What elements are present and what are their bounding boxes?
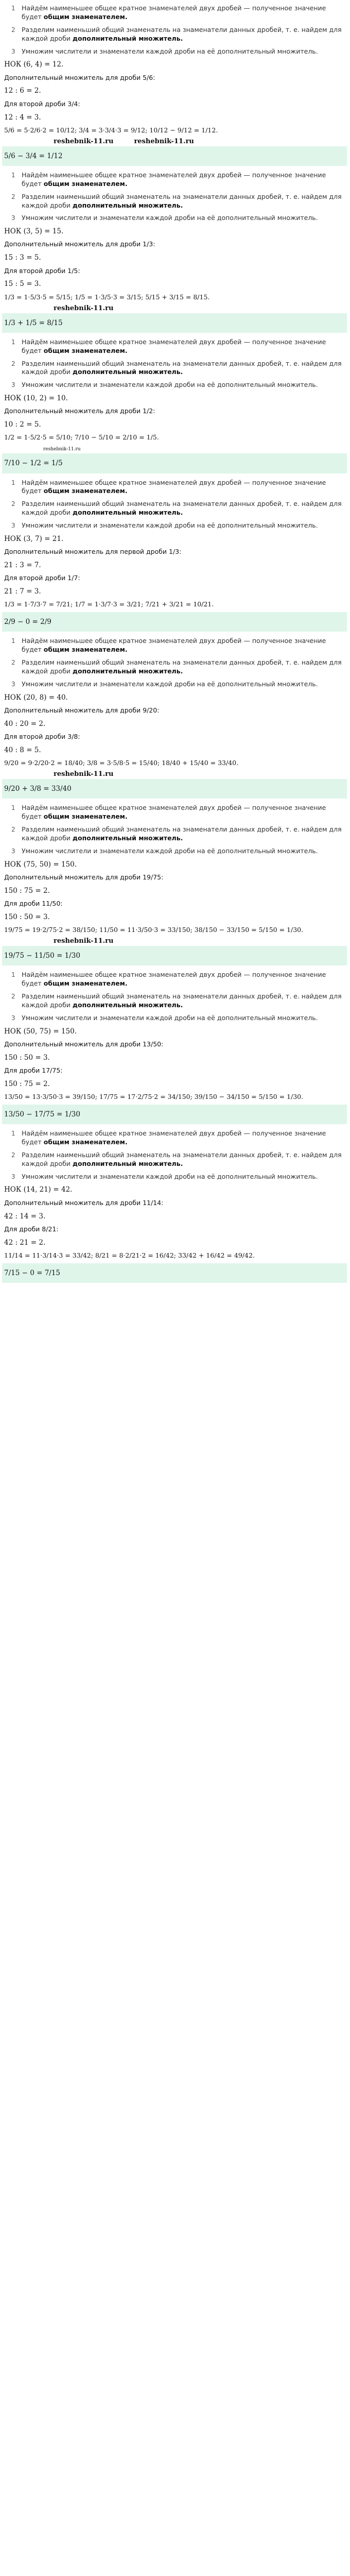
step-number: 3 [11,381,15,389]
answer-box: 19/75 − 11/50 = 1/30 [2,946,347,965]
step-2: 2 Разделим наименьший общий знаменатель на знаменатели данных дробей, т. е. найдем для каждой дроби дополнительный множитель. [11,825,342,842]
step-number: 3 [11,214,15,222]
factor-line: Дополнительный множитель для дроби 9/20: [4,706,160,714]
watermark: reshebnik-11.ru [43,447,81,452]
step-2: 2 Разделим наименьший общий знаменатель на знаменатели данных дробей, т. е. найдем для каждой дроби дополнительный множитель. [11,192,342,209]
task-2 [2,169,347,333]
step-number: 3 [11,47,15,55]
step-number: 2 [11,500,15,508]
step-number: 1 [11,171,15,179]
step-1: 1 Найдём наименьшее общее кратное знаменателей двух дробей — полученное значение будет общим знаменателем. [11,171,326,188]
factor-line: Дополнительный множитель для первой дроби 1/3: [4,548,182,556]
answer-box: 7/10 − 1/2 = 1/5 [2,453,347,473]
factor-line: Дополнительный множитель для дроби 1/3: [4,240,155,248]
calc-line: 12 : 4 = 3. [4,113,41,122]
step-2: 2 Разделим наименьший общий знаменатель на знаменатели данных дробей, т. е. найдем для каждой дроби дополнительный множитель. [11,1150,342,1167]
factor-line: Для второй дроби 3/8: [4,733,80,741]
task-6 [2,802,347,965]
step-number: 1 [11,479,15,486]
watermark: reshebnik-11.ru [134,137,194,145]
calc-line: 15 : 3 = 5. [4,253,41,262]
answer-box: 9/20 + 3/8 = 33/40 [2,779,347,799]
factor-line: Дополнительный множитель для дроби 5/6: [4,73,155,81]
step-number: 2 [11,992,15,1000]
step-3: 3 Умножим числители и знаменатели каждой дроби на её дополнительный множитель. [11,846,318,855]
calc-line: 150 : 75 = 2. [4,886,50,895]
step-2: 2 Разделим наименьший общий знаменатель на знаменатели данных дробей, т. е. найдем для каждой дроби дополнительный множитель. [11,658,342,675]
watermark: reshebnik-11.ru [54,137,114,145]
step-number: 3 [11,847,15,855]
factor-line: Дополнительный множитель для дроби 19/75: [4,873,164,881]
lcm-line: НОК (3, 7) = 21. [4,534,64,543]
step-number: 2 [11,826,15,834]
task-5 [2,635,347,799]
step-number: 1 [11,5,15,12]
calc-line: 10 : 2 = 5. [4,420,41,429]
calc-line: 21 : 3 = 7. [4,561,41,569]
calc-line: 21 : 7 = 3. [4,587,41,596]
step-3: 3 Умножим числители и знаменатели каждой дроби на её дополнительный множитель. [11,680,318,688]
step-1: 1 Найдём наименьшее общее кратное знаменателей двух дробей — полученное значение будет общим знаменателем. [11,4,326,21]
task-1 [2,2,347,166]
step-1: 1 Найдём наименьшее общее кратное знаменателей двух дробей — полученное значение будет общим знаменателем. [11,1129,326,1146]
step-1: 1 Найдём наименьшее общее кратное знаменателей двух дробей — полученное значение будет общим знаменателем. [11,637,326,654]
multiply-line: 19/75 = 19·2/75·2 = 38/150; 11/50 = 11·3/50·3 = 33/150; 38/150 − 33/150 = 5/150 = 1/30. [4,926,304,934]
step-number: 3 [11,1173,15,1180]
task-7 [2,969,347,1124]
step-number: 1 [11,1130,15,1138]
step-1: 1 Найдём наименьшее общее кратное знаменателей двух дробей — полученное значение будет общим знаменателем. [11,478,326,495]
step-number: 1 [11,971,15,979]
answer-box: 5/6 − 3/4 = 1/12 [2,146,347,166]
step-1: 1 Найдём наименьшее общее кратное знаменателей двух дробей — полученное значение будет общим знаменателем. [11,971,326,988]
task-4 [2,477,347,632]
calc-line: 42 : 21 = 2. [4,1238,46,1247]
calc-line: 150 : 75 = 2. [4,1079,50,1088]
answer-box: 2/9 − 0 = 2/9 [2,612,347,632]
step-number: 2 [11,659,15,667]
lcm-line: НОК (14, 21) = 42. [4,1185,73,1194]
calc-line: 150 : 50 = 3. [4,912,50,921]
calc-line: 150 : 50 = 3. [4,1053,50,1062]
answer-box: 7/15 − 0 = 7/15 [2,1263,347,1283]
task-3 [2,336,347,473]
factor-line: Для дроби 8/21: [4,1225,59,1233]
lcm-line: НОК (75, 50) = 150. [4,860,77,869]
step-1: 1 Найдём наименьшее общее кратное знаменателей двух дробей — полученное значение будет общим знаменателем. [11,804,326,821]
calc-line: 12 : 6 = 2. [4,87,41,95]
answer-box: 1/3 + 1/5 = 8/15 [2,313,347,333]
step-number: 1 [11,637,15,645]
step-2: 2 Разделим наименьший общий знаменатель на знаменатели данных дробей, т. е. найдем для каждой дроби дополнительный множитель. [11,25,342,42]
step-2: 2 Разделим наименьший общий знаменатель на знаменатели данных дробей, т. е. найдем для каждой дроби дополнительный множитель. [11,500,342,517]
watermark: reshebnik-11.ru [54,937,114,945]
step-number: 3 [11,522,15,530]
step-number: 3 [11,680,15,688]
lcm-line: НОК (6, 4) = 12. [4,60,64,69]
step-2: 2 Разделим наименьший общий знаменатель на знаменатели данных дробей, т. е. найдем для каждой дроби дополнительный множитель. [11,359,342,376]
factor-line: Для второй дроби 1/7: [4,574,80,582]
multiply-line: 9/20 = 9·2/20·2 = 18/40; 3/8 = 3·5/8·5 = 15/40; 18/40 + 15/40 = 33/40. [4,759,239,767]
multiply-line: 1/3 = 1·7/3·7 = 7/21; 1/7 = 1·3/7·3 = 3/21; 7/21 + 3/21 = 10/21. [4,600,214,608]
calc-line: 42 : 14 = 3. [4,1212,46,1221]
calc-line: 40 : 20 = 2. [4,719,46,728]
multiply-line: 1/3 = 1·5/3·5 = 5/15; 1/5 = 1·3/5·3 = 3/15; 5/15 + 3/15 = 8/15. [4,293,210,301]
step-3: 3 Умножим числители и знаменатели каждой дроби на её дополнительный множитель. [11,1172,318,1180]
step-3: 3 Умножим числители и знаменатели каждой дроби на её дополнительный множитель. [11,521,318,530]
step-number: 2 [11,26,15,33]
multiply-line: 13/50 = 13·3/50·3 = 39/150; 17/75 = 17·2/75·2 = 34/150; 39/150 − 34/150 = 5/150 = 1/30. [4,1092,304,1100]
calc-line: 40 : 8 = 5. [4,745,41,754]
step-number: 1 [11,804,15,812]
multiply-line: 11/14 = 11·3/14·3 = 33/42; 8/21 = 8·2/21·2 = 16/42; 33/42 + 16/42 = 49/42. [4,1251,255,1259]
factor-line: Дополнительный множитель для дроби 1/2: [4,407,155,415]
factor-line: Дополнительный множитель для дроби 13/50: [4,1040,164,1048]
lcm-line: НОК (50, 75) = 150. [4,1027,77,1036]
step-number: 1 [11,338,15,346]
step-3: 3 Умножим числители и знаменатели каждой дроби на её дополнительный множитель. [11,214,318,222]
watermark: reshebnik-11.ru [54,770,114,778]
factor-line: Для дроби 11/50: [4,899,63,907]
factor-line: Для второй дроби 3/4: [4,99,80,108]
step-number: 3 [11,1014,15,1022]
answer-box: 13/50 − 17/75 = 1/30 [2,1105,347,1124]
lcm-line: НОК (3, 5) = 15. [4,227,64,236]
step-number: 2 [11,193,15,200]
calc-line: 15 : 5 = 3. [4,280,41,289]
task-8 [2,1127,347,1283]
step-3: 3 Умножим числители и знаменатели каждой дроби на её дополнительный множитель. [11,381,318,389]
lcm-line: НОК (20, 8) = 40. [4,693,68,702]
factor-line: Для второй дроби 1/5: [4,266,80,275]
multiply-line: 5/6 = 5·2/6·2 = 10/12; 3/4 = 3·3/4·3 = 9/12; 10/12 − 9/12 = 1/12. [4,126,218,134]
factor-line: Дополнительный множитель для дроби 11/14: [4,1198,164,1207]
factor-line: Для дроби 17/75: [4,1066,63,1074]
step-2: 2 Разделим наименьший общий знаменатель на знаменатели данных дробей, т. е. найдем для каждой дроби дополнительный множитель. [11,992,342,1009]
step-number: 2 [11,1151,15,1159]
step-number: 2 [11,360,15,367]
step-3: 3 Умножим числители и знаменатели каждой дроби на её дополнительный множитель. [11,1013,318,1022]
lcm-line: НОК (10, 2) = 10. [4,394,68,403]
step-3: 3 Умножим числители и знаменатели каждой дроби на её дополнительный множитель. [11,47,318,55]
step-1: 1 Найдём наименьшее общее кратное знаменателей двух дробей — полученное значение будет общим знаменателем. [11,337,326,354]
multiply-line: 1/2 = 1·5/2·5 = 5/10; 7/10 − 5/10 = 2/10 = 1/5. [4,433,159,442]
watermark: reshebnik-11.ru [54,304,114,312]
